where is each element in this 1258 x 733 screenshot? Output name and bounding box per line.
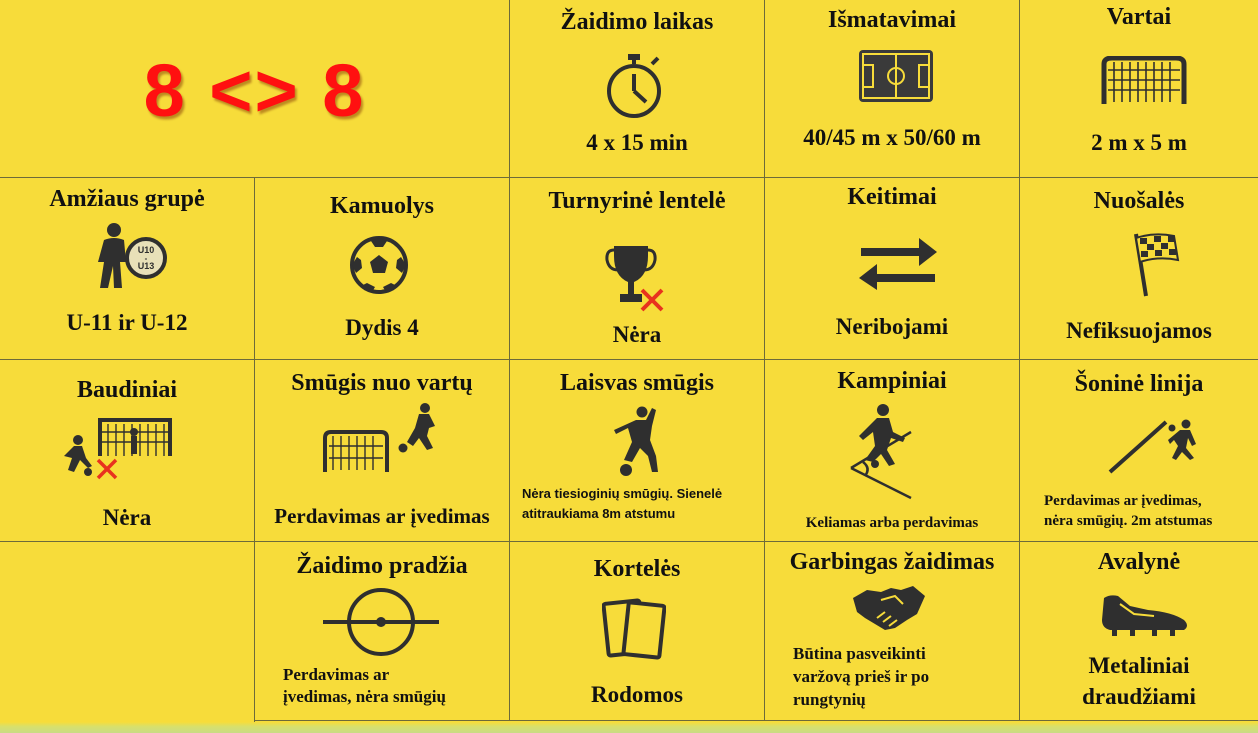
dimensions-cell	[765, 0, 1020, 178]
empty-cell	[0, 542, 255, 733]
free-kick-cell	[510, 360, 765, 542]
sideline-title: Šoninė linija	[1074, 371, 1204, 397]
free-kick-player-icon	[610, 406, 662, 478]
free-kick-title: Laisvas smūgis	[559, 370, 715, 396]
fair-play-value-line3: rungtynių	[793, 690, 866, 709]
table-cell	[510, 178, 765, 360]
sideline-cell	[1020, 360, 1258, 542]
sideline-value-line2: nėra smūgių. 2m atstumas	[1044, 513, 1213, 529]
kickoff-title: Žaidimo pradžia	[296, 553, 468, 579]
fair-play-title: Garbingas žaidimas	[789, 549, 995, 575]
free-kick-value: Nėra tiesioginių smūgių. Sienelė atitraukiama 8m atstumu	[522, 486, 723, 521]
substitutions-value: Neribojami	[835, 314, 949, 339]
goals-title: Vartai	[1106, 4, 1172, 30]
pitch-icon	[859, 50, 933, 102]
corners-value: Keliamas arba perdavimas	[805, 515, 979, 531]
badge-bottom-text: U13	[137, 261, 155, 271]
penalties-value: Nėra	[102, 505, 152, 530]
cards-title: Kortelės	[593, 556, 681, 582]
substitutions-cell	[765, 178, 1020, 360]
age-group-value: U-11 ir U-12	[66, 310, 188, 335]
dimensions-value: 40/45 m x 50/60 m	[803, 125, 981, 150]
badge-top-text: U10	[137, 245, 155, 255]
format-heading: 8 <> 8	[143, 49, 366, 132]
footwear-cell	[1020, 542, 1258, 720]
fair-play-value-line2: varžovą prieš ir po	[793, 667, 930, 686]
corner-kick-icon	[845, 402, 917, 502]
bottom-divider	[255, 720, 1258, 721]
game-time-title: Žaidimo laikas	[560, 9, 714, 35]
bottom-strip	[0, 722, 1258, 733]
goal-kick-title: Smūgis nuo vartų	[291, 370, 473, 396]
swap-arrows-icon	[857, 232, 939, 290]
format-cell	[0, 0, 510, 178]
soccer-ball-icon	[349, 235, 409, 295]
table-title: Turnyrinė lentelė	[548, 188, 726, 214]
cards-icon	[602, 596, 666, 662]
corners-cell	[765, 360, 1020, 542]
cards-cell	[510, 542, 765, 720]
penalties-cell	[0, 360, 255, 542]
stopwatch-icon	[602, 52, 666, 120]
fair-play-cell	[765, 542, 1020, 720]
dimensions-title: Išmatavimai	[828, 7, 956, 33]
offside-flag-icon	[1130, 230, 1180, 298]
kickoff-value-line1: Perdavimas ar	[283, 665, 390, 684]
goal-kick-icon	[321, 402, 439, 474]
fair-play-value-line1: Būtina pasveikinti	[793, 644, 926, 663]
goal-kick-value: Perdavimas ar įvedimas	[274, 504, 490, 528]
kickoff-cell	[255, 542, 510, 720]
corners-title: Kampiniai	[837, 368, 947, 394]
offside-cell	[1020, 178, 1258, 360]
goal-kick-cell	[255, 360, 510, 542]
footwear-value-line2: draudžiami	[1082, 684, 1196, 709]
player-with-ball-icon	[94, 222, 168, 288]
sideline-value-line1: Perdavimas ar įvedimas,	[1044, 493, 1202, 509]
ball-title: Kamuolys	[329, 193, 434, 219]
cards-value: Rodomos	[590, 682, 683, 707]
penalties-title: Baudiniai	[76, 377, 178, 403]
football-boot-icon	[1100, 592, 1190, 638]
offside-value: Nefiksuojamos	[1066, 318, 1212, 343]
handshake-icon	[851, 582, 927, 634]
offside-title: Nuošalės	[1093, 188, 1185, 214]
substitutions-title: Keitimai	[847, 184, 937, 210]
center-circle-icon	[321, 586, 441, 658]
goals-value: 2 m x 5 m	[1091, 130, 1187, 155]
trophy-crossed-icon	[604, 242, 670, 312]
goal-icon	[1100, 56, 1188, 104]
age-group-cell	[0, 178, 255, 360]
kickoff-value-line2: įvedimas, nėra smūgių	[283, 687, 446, 706]
footwear-title: Avalynė	[1097, 549, 1181, 575]
badge-mid-text: -	[144, 254, 148, 263]
footwear-value-line1: Metaliniai	[1088, 653, 1190, 678]
table-value: Nėra	[612, 322, 662, 347]
game-time-value: 4 x 15 min	[586, 130, 688, 155]
sideline-kick-icon	[1106, 414, 1202, 476]
ball-value: Dydis 4	[345, 315, 419, 340]
ball-cell	[255, 178, 510, 360]
age-group-title: Amžiaus grupė	[49, 186, 205, 212]
goals-cell	[1020, 0, 1258, 178]
penalty-kick-icon	[58, 416, 174, 486]
game-time-cell	[510, 0, 765, 178]
